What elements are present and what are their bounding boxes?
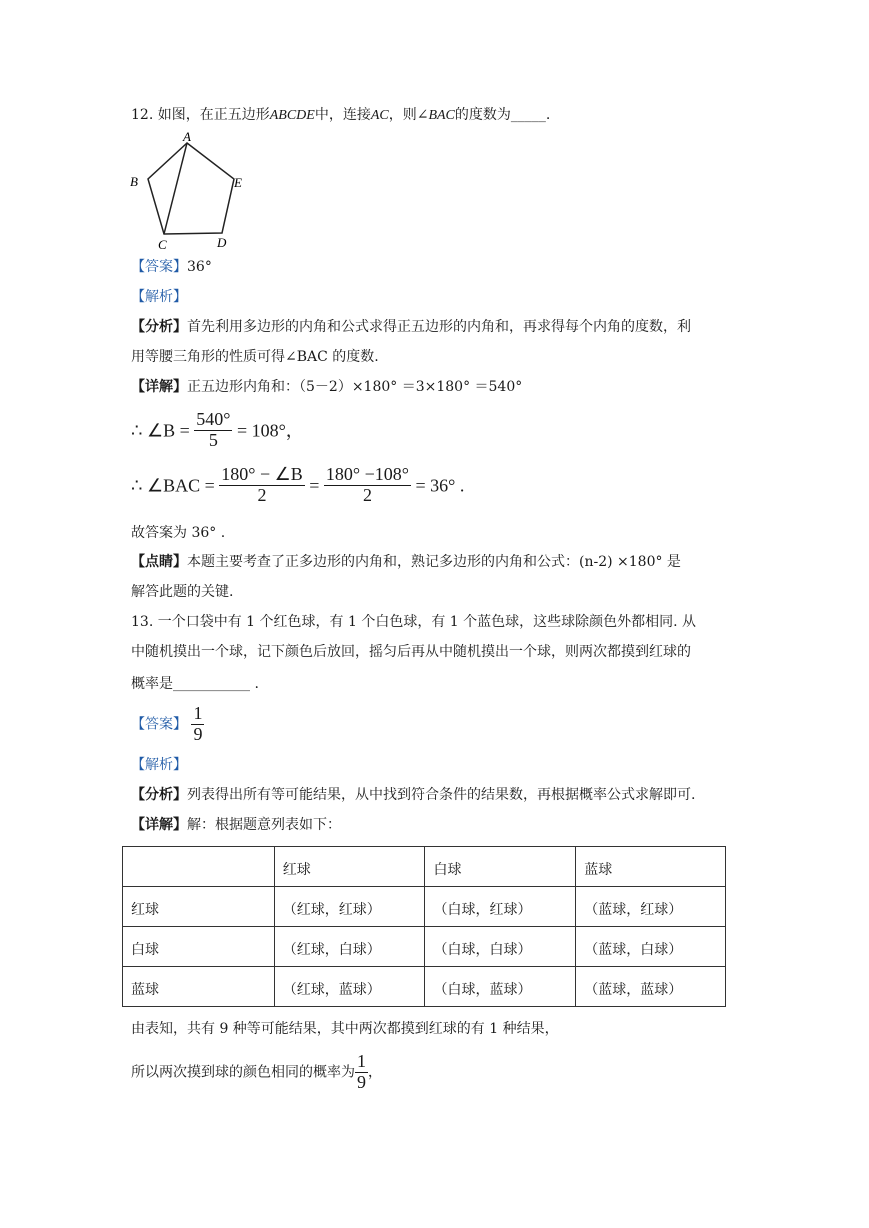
label-a: A [183,130,191,144]
table-cell: （红球，蓝球） [274,967,425,1007]
q13-stem-line2: 中随机摸出一个球，记下颜色后放回，摇匀后再从中随机摸出一个球，则两次都摸到红球的 [131,644,691,660]
q13-analysis-tag: 【解析】 [131,757,187,773]
q13-answer: 【答案】 $\frac{1}{9}$ [131,703,203,744]
q13-stem-line1: 13. 一个口袋中有 1 个红色球，有 1 个白色球，有 1 个蓝色球，这些球除颜色外都相同. 从 [131,614,697,630]
q12-fenxi-line1: 【分析】首先利用多边形的内角和公式求得正五边形的内角和，再求得每个内角的度数，利 [131,319,691,335]
outcome-table [122,846,726,1007]
fraction: $\frac{1}{9}$ [193,703,203,744]
q13-final: 所以两次摸到球的颜色相同的概率为 $\frac{1}{9}$ ， [131,1051,382,1092]
table-cell: （蓝球，红球） [576,887,726,927]
q12-stem: 12. 如图，在正五边形ABCDE中，连接AC，则∠BAC的度数为_____. [131,107,551,123]
table-row [123,887,726,927]
q12-dianjing-line2: 解答此题的关键. [131,584,234,600]
table-row [123,967,726,1007]
table-cell: （白球，蓝球） [425,967,576,1007]
table-cell: （蓝球，白球） [576,927,726,967]
table-cell: （蓝球，蓝球） [576,967,726,1007]
table-cell: 红球 [274,847,425,887]
table-header-row [123,847,726,887]
table-cell: （白球，白球） [425,927,576,967]
table-cell: 蓝球 [576,847,726,887]
q13-xiangjie: 【详解】解：根据题意列表如下： [131,817,341,833]
label-e: E [234,175,242,190]
q12-answer: 【答案】36° [131,259,212,275]
table-cell: 红球 [123,887,275,927]
fraction: $\frac{1}{9}$ [357,1051,366,1092]
pentagon-figure [126,130,256,252]
table-cell: （白球，红球） [425,887,576,927]
table-cell: 白球 [123,927,275,967]
q12-conclusion: 故答案为 36° . [131,525,226,541]
fraction: $\frac{180^\circ - \angle B}{2}$ [221,464,303,505]
question-number: 12. [131,107,154,123]
q13-stem-line3: 概率是___________ . [131,676,259,692]
q12-equation-1: ∴ ∠B = $\frac{540^\circ}{5}$ = 108°， [131,409,304,450]
table-cell: （红球，白球） [274,927,425,967]
q12-equation-2: ∴ ∠BAC = $\frac{180^\circ - \angle B}{2}$ = $\frac{180^\circ -108^\circ}{2}$ = 36° . [131,464,465,505]
table-cell: 白球 [425,847,576,887]
table-cell [123,847,275,887]
fraction: $\frac{540^\circ}{5}$ [196,409,231,450]
q12-analysis-tag: 【解析】 [131,289,187,305]
table-cell: 蓝球 [123,967,275,1007]
table-cell: （红球，红球） [274,887,425,927]
fraction: $\frac{180^\circ -108^\circ}{2}$ [325,464,409,505]
q13-after-table: 由表知，共有 9 种等可能结果，其中两次都摸到红球的有 1 种结果， [131,1021,559,1037]
label-b: B [130,174,138,189]
q12-fenxi-line2: 用等腰三角形的性质可得∠BAC 的度数. [131,349,379,365]
q12-xiangjie-line1: 【详解】正五边形内角和：（5－2）×180° ＝3×180° ＝540° [131,379,523,395]
q13-fenxi: 【分析】列表得出所有等可能结果，从中找到符合条件的结果数，再根据概率公式求解即可. [131,787,696,803]
label-d: D [217,235,227,250]
q12-dianjing-line1: 【点睛】本题主要考查了正多边形的内角和，熟记多边形的内角和公式：(n-2) ×180° 是 [131,554,681,570]
label-c: C [158,237,167,252]
table-row [123,927,726,967]
